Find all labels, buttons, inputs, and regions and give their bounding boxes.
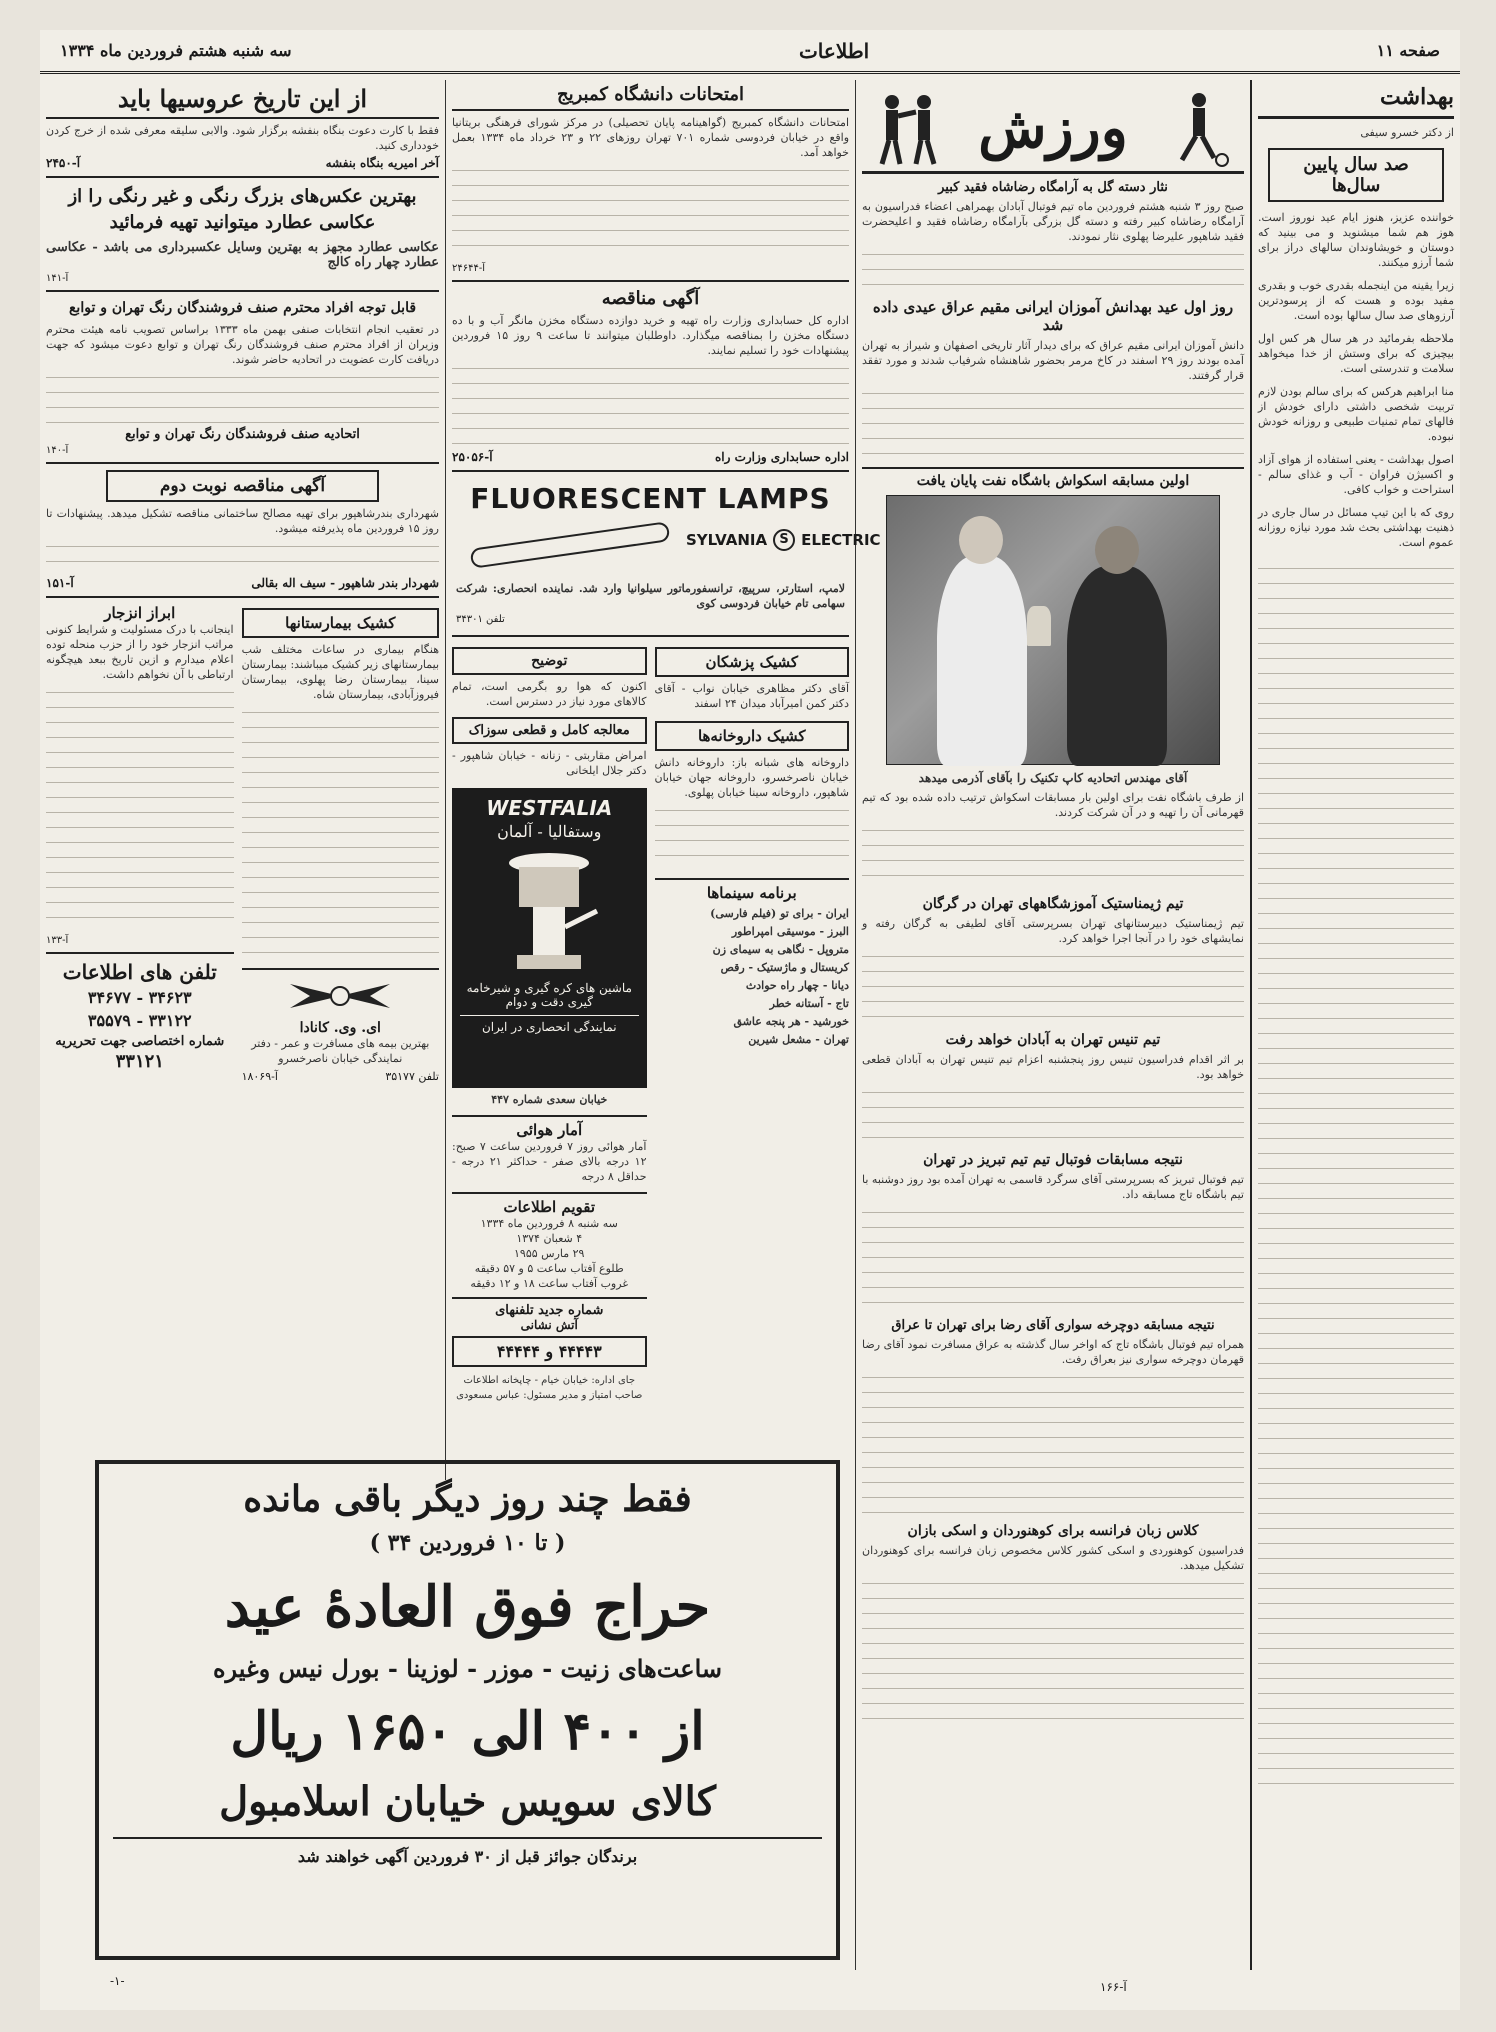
news-body: اکنون که هوا رو بگرمی است، تمام کالاهای مورد نیاز در دسترس است. [452,680,647,708]
phone-sub: آتش نشانی [520,1318,578,1332]
canada-body: بهترین بیمه های مسافرت و عمر - دفتر نمایندگی خیابان ناصرخسرو [251,1037,430,1065]
canada-ad [242,968,439,1083]
sale-subline: ( تا ۱۰ فروردین ۳۴ ) [369,1530,566,1556]
cinema-item: تهران - مشعل شیرین [748,1033,849,1046]
story-title: تیم ژیمناستیک آموزشگاههای تهران در گرگان [922,896,1184,912]
wedding-ad-body: فقط با کارت دعوت بنگاه بنفشه برگزار شود. والابی سلیقه معرفی شده از خرج کردن خودداری کنید. [46,124,439,152]
canada-phone: تلفن ۳۵۱۷۷ [385,1070,439,1083]
cinema-item: البرز - موسیقی امپراطور [731,925,849,938]
player-head [959,516,1003,564]
air-body: آمار هوائی روز ۷ فروردین ساعت ۷ صبح: ۱۲ درجه بالای صفر - حداکثر ۲۱ درجه - حداقل ۸ درجه [452,1140,647,1183]
photo-studio-body: عکاسی عطارد مجهز به بهترین وسایل عکسبرداری می باشد - عکاسی عطارد چهار راه کالج [46,240,439,270]
page-code: آ-۱۶۶ [1100,1980,1127,1994]
cinema-item: دیانا - چهار راه حوادث [745,979,849,992]
player-figure [937,556,1027,766]
statement-text-lines [46,682,234,932]
calendar-line: طلوع آفتاب ساعت ۵ و ۵۷ دقیقه [474,1262,624,1275]
cinema-title: برنامه سینماها [655,878,850,902]
calendar-line: ۴ شعبان ۱۳۷۴ [516,1232,583,1245]
phones-last: ۳۳۱۲۱ [115,1051,164,1072]
divider [452,280,849,282]
tender-body: اداره کل حسابداری وزارت راه تهیه و خرید دوازده دستگاه مخزن مانگر آب و با ده دستگاه مخزن را بمناقصه میگذارد. داوطلبان میتوانند تا ساعت ۹ روز ۱۵ فروردین پیشنهادات خود را تسلیم نمایند. [452,314,849,357]
westfalia-ad [452,788,647,1088]
hospital-title: کشیک بیمارستانها [242,608,439,638]
lamp-tube-icon [456,521,881,577]
health-column [1250,80,1460,1970]
treat-body: امراض مقاربتی - زنانه - خیابان شاهپور - دکتر جلال ایلخانی [452,749,647,777]
sale-ad [95,1460,840,1960]
sale-title: حراج فوق العادهٔ عید [224,1574,711,1640]
cinema-item: تاج - آستانه خطر [769,997,849,1010]
photo-caption: آقای مهندس اتحادیه کاپ تکنیک را بآقای آذرمی میدهد [918,771,1188,785]
tender-text-lines [452,358,849,448]
page-label: صفحه ۱۱ [1376,41,1440,60]
divider [452,470,849,472]
pharm-text-lines [655,800,850,870]
divider [46,952,234,954]
sylvania-brand: SYLVANIA [686,531,768,549]
guild-text-lines [46,367,439,427]
phone-number: ۴۴۴۴۳ و ۴۴۴۴۴ [452,1336,647,1367]
sports-title: ورزش [978,94,1128,161]
story-title: روز اول عید بهدانش آموزان ایرانی مقیم عراق عیدی داده شد [872,298,1234,334]
statement-code: آ-۱۳۳ [46,935,69,946]
story-body: بر اثر اقدام فدراسیون تنیس روز پنجشنبه اعزام تیم تنیس تهران به آبادان قطعی خواهد بود. [862,1053,1244,1081]
ads-right-subcolumn [242,604,439,1083]
ads-left-subcolumn [46,604,234,1083]
official-head [1095,526,1139,574]
story-body: از طرف باشگاه نفت برای اولین بار مسابقات اسکواش ترتیب داده شده بود که تیم قهرمانی آن را تهیه و در آن شرکت کردند. [862,791,1244,819]
health-body-text-lines [1258,558,1454,1798]
news-title: توضیح [452,647,647,675]
divider [452,635,849,637]
tender2-body: شهرداری بندرشاهپور برای تهیه مصالح ساختمانی مناقصه تشکیل میدهد. پیشنهادات تا روز ۱۵ فروردین ماه پذیرفته میشود. [46,507,439,535]
westfalia-address: خیابان سعدی شماره ۴۴۷ [491,1093,608,1106]
story-text-lines [862,1202,1244,1312]
tender-sign: اداره حسابداری وزارت راه [715,450,849,464]
sale-shop: کالای سویس خیابان اسلامبول [219,1778,716,1825]
guild-body: در تعقیب انجام انتخابات صنفی بهمن ماه ۱۳۳۳ براساس تصویب نامه هیئت محترم وزیران از افراد محترم صنف فروشندگان رنگ تهران و توابع دعوت میشود که جهت دریافت کارت عضویت در اتحادیه حاضر شوند. [46,323,440,366]
story-title: کلاس زبان فرانسه برای کوهنوردان و اسکی بازان [907,1523,1199,1539]
health-paragraph: ملاحظه بفرمائید در هر سال هر کس اول بیچیزی که برای وستش از خدا میخواهد سلامت و تندرستی است. [1258,332,1454,375]
sale-items: ساعت‌های زنیت - موزر - لوزینا - بورل نیس وغیره [212,1654,722,1683]
story-title: نتیجه مسابقات فوتبال تیم تیم تبریز در تهران [923,1152,1183,1168]
divider [46,462,439,464]
footballers-icon [1164,88,1234,168]
exam-body: امتحانات دانشگاه کمبریج (گواهینامه پایان تحصیلی) در مرکز شورای فرهنگی بریتانیا واقع در خیابان فردوسی شماره ۷۰۱ تهران روزهای ۲۲ و ۲۳ خرداد ماه ۱۳۳۴ بعمل خواهد آمد. [452,116,850,159]
sale-code: -۱- [110,1974,125,1988]
sports-banner [862,84,1244,174]
westfalia-agent: نمایندگی انحصاری در ایران [460,1015,639,1034]
tender2-sign: شهردار بندر شاهپور - سیف اله بقالی [251,576,439,590]
health-paragraph: روی که با این تیپ مسائل در سال جاری در ذهنیت بهداشتی بحث شد مورد نیازه روزانه عموم است. [1258,506,1454,549]
tender-title: آگهی مناقصه [601,288,700,309]
pharm-body: داروخانه های شبانه باز: داروخانه دانش خیابان ناصرخسرو، داروخانه جهان خیابان شاهپور، داروخانه سینا خیابان پهلوی. [654,756,849,799]
story-title: نثار دسته گل به آرامگاه رضاشاه فقید کبیر [938,180,1168,195]
photo-studio-title: بهترین عکس‌های بزرگ رنگی و غیر رنگی را از عکاسی عطارد میتوانید تهیه فرمائید [68,186,417,233]
clinic-title: کشیک پزشکان [655,647,850,677]
story-body: تیم فوتبال تبریز که بسرپرستی آقای سرگرد قاسمی به تهران آمده بود روز دوشنبه با تیم باشگاه تاج مسابقه داد. [862,1173,1244,1201]
official-figure [1067,566,1167,766]
exam-title: امتحانات دانشگاه کمبریج [452,84,849,111]
canada-code: آ-۱۸۰۶۹ [241,1070,278,1083]
air-title: آمار هوائی [452,1115,647,1139]
sale-footer: برندگان جوائز قبل از ۳۰ فروردین آگهی خواهند شد [113,1837,822,1866]
hospital-body: هنگام بیماری در ساعات مختلف شب بیمارستانهای زیر کشیک میباشند: بیمارستان سینا، بیمارستان رضا پهلوی، بیمارستان فیروزآبادی، بیمارستان شاه. [241,643,439,701]
sylvania-logo-icon: S [773,529,795,551]
tender-code: آ-۲۵۰۵۶ [452,450,493,464]
page-header [40,30,1460,74]
hospital-text-lines [242,702,439,962]
separator-machine-icon [489,847,609,977]
calendar-title: تقویم اطلاعات [452,1192,647,1216]
health-article-title: صد سال پایین سال‌ها [1268,148,1444,202]
health-paragraph: زیرا یقینه من اینجمله بقدری خوب و بقدری مفید بوده و هست که از پرسودترین آرزوهای صد سال سالها بوده است. [1258,279,1454,322]
guild-title: قابل توجه افراد محترم صنف فروشندگان رنگ تهران و توابع [68,300,417,316]
phones-note: شماره اختصاصی جهت تحریریه [55,1034,225,1049]
story-text-lines [862,1367,1244,1517]
wedding-ad-code: آ-۲۴۵۰ [46,156,81,170]
cinema-item: متروپل - نگاهی به سیمای زن [712,943,849,956]
story-title: تیم تنیس تهران به آبادان خواهد رفت [945,1032,1161,1048]
story-body: دانش آموزان ایرانی مقیم عراق که برای دیدار آثار تاریخی اصفهان و شیراز به تهران آمده بودند روز ۲۹ اسفند در کاخ مرمر بحضور شاهنشاه شرفیاب شدند و مورد تفقد قرار گرفتند. [862,339,1244,382]
treat-title: معالجه کامل و قطعی سوزاک [452,717,647,744]
sports-column [855,80,1250,1970]
squash-photo [886,495,1220,765]
wedding-ad-title: از این تاریخ عروسیها باید [46,84,439,119]
clinic-body: آقای دکتر مظاهری خیابان نواب - آقای دکتر کمن امیرآباد میدان ۲۴ اسفند [654,682,849,710]
paper-name: اطلاعات [798,38,870,63]
calendar-line: غروب آفتاب ساعت ۱۸ و ۱۲ دقیقه [470,1277,629,1290]
exam-code: آ-۲۴۶۴۴ [452,263,486,274]
photo-studio-code: آ-۱۴۱ [46,273,69,284]
story-text-lines [862,1082,1244,1146]
sale-price: از ۴۰۰ الی ۱۶۵۰ ریال [230,1701,705,1762]
story-body: تیم ژیمناستیک دبیرستانهای تهران بسرپرستی آقای لطیفی به گرگان رفته و نمایشهای خود را در آنجا اجرا خواهد کرد. [862,917,1244,945]
fluorescent-phone: تلفن ۳۴۳۰۱ [456,614,505,625]
divider [46,176,439,178]
cinema-item: کریستال و ماژستیک - رقص [720,961,849,974]
divider [46,290,439,292]
story-body: همراه تیم فوتبال باشگاه تاج که اواخر سال گذشته به عراق مسافرت نمود آقای رضا قهرمان دوچرخه سواری نیز بعراق رفت. [862,1338,1244,1366]
publisher: جای اداره: خیابان خیام - چاپخانه اطلاعات [463,1375,636,1386]
health-paragraph: خواننده عزیز، هنوز ایام عید نوروز است. هوز هم شما میشنوید و می بینید که دوستان و خویشاوندان سالهای دراز برای شما آرزو میکنند. [1258,211,1454,269]
westfalia-fa: وستفالیا - آلمان [497,822,602,841]
health-paragraph: منا ابراهیم هرکس که برای سالم بودن لازم تربیت شخصی داشتی دارای خودش از فالهای تمام تمنیات طبیعی و روزانه خودش نبوده. [1258,385,1454,443]
westfalia-body: ماشین های کره گیری و شیرخامه گیری دقت و دوام [466,981,632,1009]
sale-headline: فقط چند روز دیگر باقی مانده [243,1478,692,1520]
date-line: سه شنبه هشتم فروردین ماه ۱۳۳۴ [60,41,292,60]
story-body: فدراسیون کوهنوردی و اسکی کشور کلاس مخصوص زبان فرانسه برای کوهنوردان تشکیل میدهد. [862,1544,1244,1572]
story-text-lines [862,1573,1244,1723]
health-paragraph: اصول بهداشت - یعنی استفاده از هوای آزاد و اکسیژن فراوان - آب و غذای سالم - استراحت و خواب کافی. [1258,453,1454,496]
calendar-line: سه شنبه ۸ فروردین ماه ۱۳۳۴ [480,1217,618,1230]
westfalia-title: WESTFALIA [486,796,613,820]
story-title: اولین مسابقه اسکواش باشگاه نفت پایان یافت [862,467,1244,489]
canada-title: ای. وی. کانادا [299,1020,381,1036]
boxers-icon [872,88,942,168]
notices-left-subcolumn [452,643,647,1403]
publisher-owner: صاحب امتیاز و مدیر مسئول: عباس مسعودی [456,1390,643,1401]
health-section-title: بهداشت [1258,84,1454,119]
electric-brand: ELECTRIC [801,531,881,549]
notices-right-subcolumn [655,643,850,1403]
newspaper-page [40,30,1460,2010]
calendar-line: ۲۹ مارس ۱۹۵۵ [514,1247,585,1260]
tender2-text-lines [46,536,439,576]
statement-body: اینجانب با درک مسئولیت و شرایط کنونی مراتب انزجار خود را از حزب منحله توده اعلام میدارم و ازین تاریخ ببعد هیچگونه ارتباطی با آن نخواهم داشت. [46,623,234,681]
pharm-title: کشیک داروخانه‌ها [655,721,850,751]
cinema-item: ایران - برای تو (فیلم فارسی) [710,907,849,920]
phones-number: ۳۴۶۲۳ - ۳۴۶۷۷ [87,988,192,1007]
story-text-lines [862,244,1244,292]
cinema-item: خورشید - هر پنجه عاشق [733,1015,849,1028]
statement-title: ابراز انزجار [104,604,176,622]
fluorescent-body: لامپ، استارتر، سرپیچ، ترانسفورماتور سیلوانیا وارد شد. نماینده انحصاری: شرکت سهامی تام خیابان فردوسی کوی [456,582,845,610]
phones-number: ۳۳۱۲۲ - ۳۵۵۷۹ [87,1011,192,1030]
tender2-code: آ-۱۵۱ [46,576,74,590]
guild-code: آ-۱۴۰ [46,445,69,456]
ads-column [40,80,445,1480]
fluorescent-title: FLUORESCENT LAMPS [470,482,831,515]
exam-text-lines [452,160,849,260]
wedding-ad-sign: آخر امیریه بنگاه بنفشه [325,156,439,170]
phone-title: شماره جدید تلفنهای [452,1297,647,1318]
story-text-lines [862,946,1244,1026]
story-title: نتیجه مسابقه دوچرخه سواری آقای رضا برای تهران تا عراق [891,1318,1215,1333]
phones-title: تلفن های اطلاعات [62,960,217,984]
story-text-lines [862,820,1244,890]
story-text-lines [862,383,1244,463]
fluorescent-ad [452,478,881,629]
guild-sign: اتحادیه صنف فروشندگان رنگ تهران و توابع [125,427,360,442]
story-body: صبح روز ۳ شنبه هشتم فروردین ماه تیم فوتبال آبادان بهمراهی اعضاء فدراسیون به آرامگاه رضاشاه کبیر رفته و دسته گل بزرگی بآرامگاه رضاشاه فقید و اعلیحضرت فقید شاهپور علیرضا پهلوی نثار نمودند. [862,200,1244,243]
health-author: از دکتر خسرو سیفی [1360,126,1454,139]
tender2-title: آگهی مناقصه نوبت دوم [106,470,379,502]
trophy [1027,606,1051,646]
notices-column [445,80,881,1480]
divider [46,596,439,598]
wings-logo-icon [280,976,400,1016]
